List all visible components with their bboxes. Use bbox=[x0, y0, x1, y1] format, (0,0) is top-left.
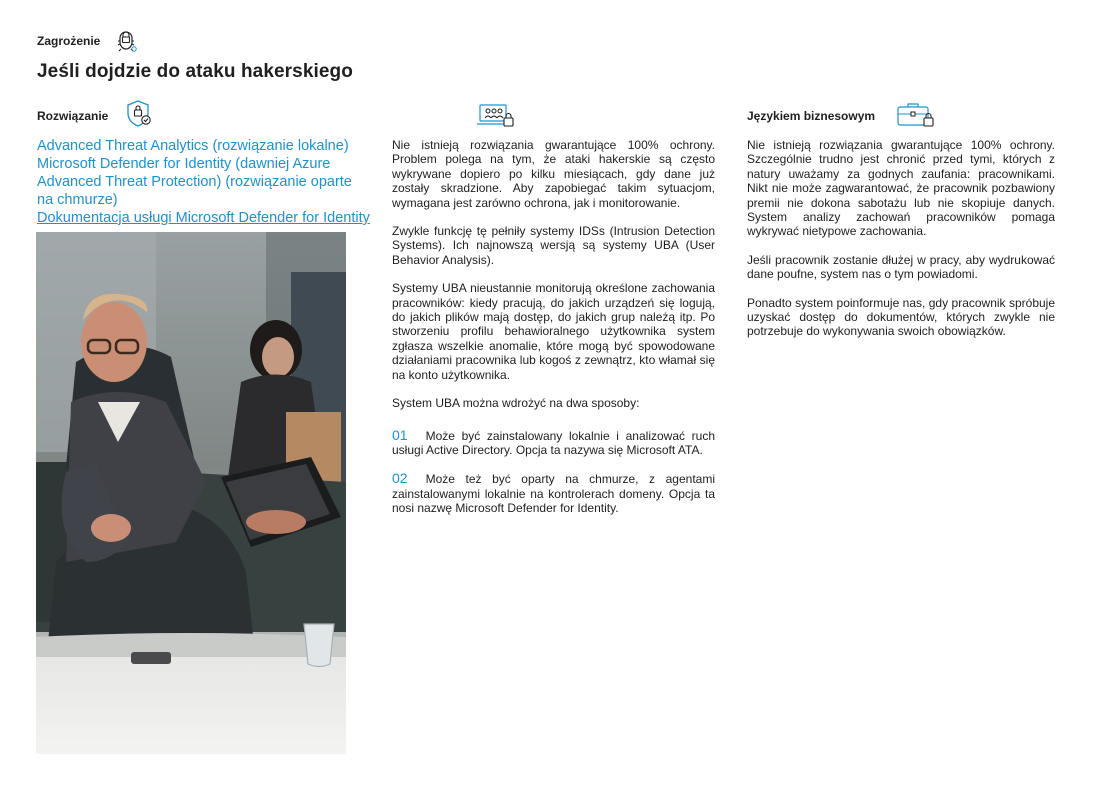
lock-bug-icon bbox=[113, 28, 139, 54]
option-text: Może być zainstalowany lokalnie i analizować ruch usługi Active Directory. Opcja ta nazywa się Microsoft ATA. bbox=[392, 428, 715, 457]
solution-links bbox=[37, 137, 370, 227]
business-paragraph: Ponadto system poinformuje nas, gdy pracownik spróbuje uzyskać dostęp do dokumentów, których zwykle nie potrzebuje do wykonywania swoich obowiązków. bbox=[747, 295, 1055, 339]
briefcase-lock-icon bbox=[896, 100, 936, 130]
middle-paragraph: Systemy UBA nieustannie monitorują określone zachowania pracowników: kiedy pracują, do jakich urządzeń się logują, do jakich plików mają dostęp, do jakich grup należą itp. Po stworzeniu profilu behawioralnego użytkownika system zgłasza wszelkie anomalie, które mogą być spowodowane działaniami pracownika lub kogoś z zewnątrz, kto włamał się na konto użytkownika. bbox=[392, 281, 715, 382]
business-label: Językiem biznesowym bbox=[747, 109, 876, 123]
business-paragraph: Jeśli pracownik zostanie dłużej w pracy, aby wydrukować dane poufne, system nas o tym powiadomi. bbox=[747, 252, 1055, 282]
shield-check-icon bbox=[124, 98, 154, 128]
middle-column bbox=[392, 138, 715, 530]
solution-link-line: Microsoft Defender for Identity (dawniej Azure bbox=[37, 156, 331, 172]
option-text: Może też być oparty na chmurze, z agentami zainstalowanymi lokalnie na kontrolerach domeny. Opcja ta nosi nazwę Microsoft Defender for Identity. bbox=[392, 472, 715, 516]
solution-label: Rozwiązanie bbox=[37, 109, 109, 123]
middle-paragraph: System UBA można wdrożyć na dwa sposoby: bbox=[392, 396, 640, 411]
option-item bbox=[392, 428, 715, 458]
middle-paragraph: Nie istnieją rozwiązania gwarantujące 100% ochrony. Problem polega na tym, że ataki hakerskie są często wykrywane dopiero po kilku miesiącach, gdy dane już zostały skradzione. Aby zapobiegać takim sytuacjom, wymagana jest zarówno ochrona, jak i monitorowanie. bbox=[392, 138, 715, 210]
threat-label: Zagrożenie bbox=[37, 34, 101, 48]
page-title: Jeśli dojdzie do ataku hakerskiego bbox=[37, 61, 353, 82]
solution-link-line: Advanced Threat Protection) (rozwiązanie oparte bbox=[37, 174, 352, 190]
business-column bbox=[747, 138, 1055, 353]
option-number: 02 bbox=[392, 470, 408, 487]
office-photo bbox=[36, 232, 346, 754]
solution-link-line: Advanced Threat Analytics (rozwiązanie lokalne) bbox=[37, 138, 349, 154]
option-item bbox=[392, 471, 715, 515]
business-paragraph: Nie istnieją rozwiązania gwarantujące 100% ochrony. Szczególnie trudno jest chronić przed tymi, których z natury uważamy za godnych zaufania: pracownikami. Nikt nie może zagwarantować, że pracownik pozbawiony premii nie dokona sabotażu lub nie skopiuje danych. System analizy zachowań pracowników pomaga wykrywać nietypowe zachowania. bbox=[747, 138, 1055, 239]
solution-link-line: na chmurze) bbox=[37, 192, 118, 208]
documentation-link[interactable]: Dokumentacja usługi Microsoft Defender for Identity bbox=[37, 210, 370, 226]
people-monitor-lock-icon bbox=[476, 102, 516, 130]
middle-paragraph: Zwykle funkcję tę pełniły systemy IDSs (Intrusion Detection Systems). Ich najnowszą wersją są systemy UBA (User Behavior Analysis). bbox=[392, 224, 715, 267]
option-number: 01 bbox=[392, 426, 408, 443]
